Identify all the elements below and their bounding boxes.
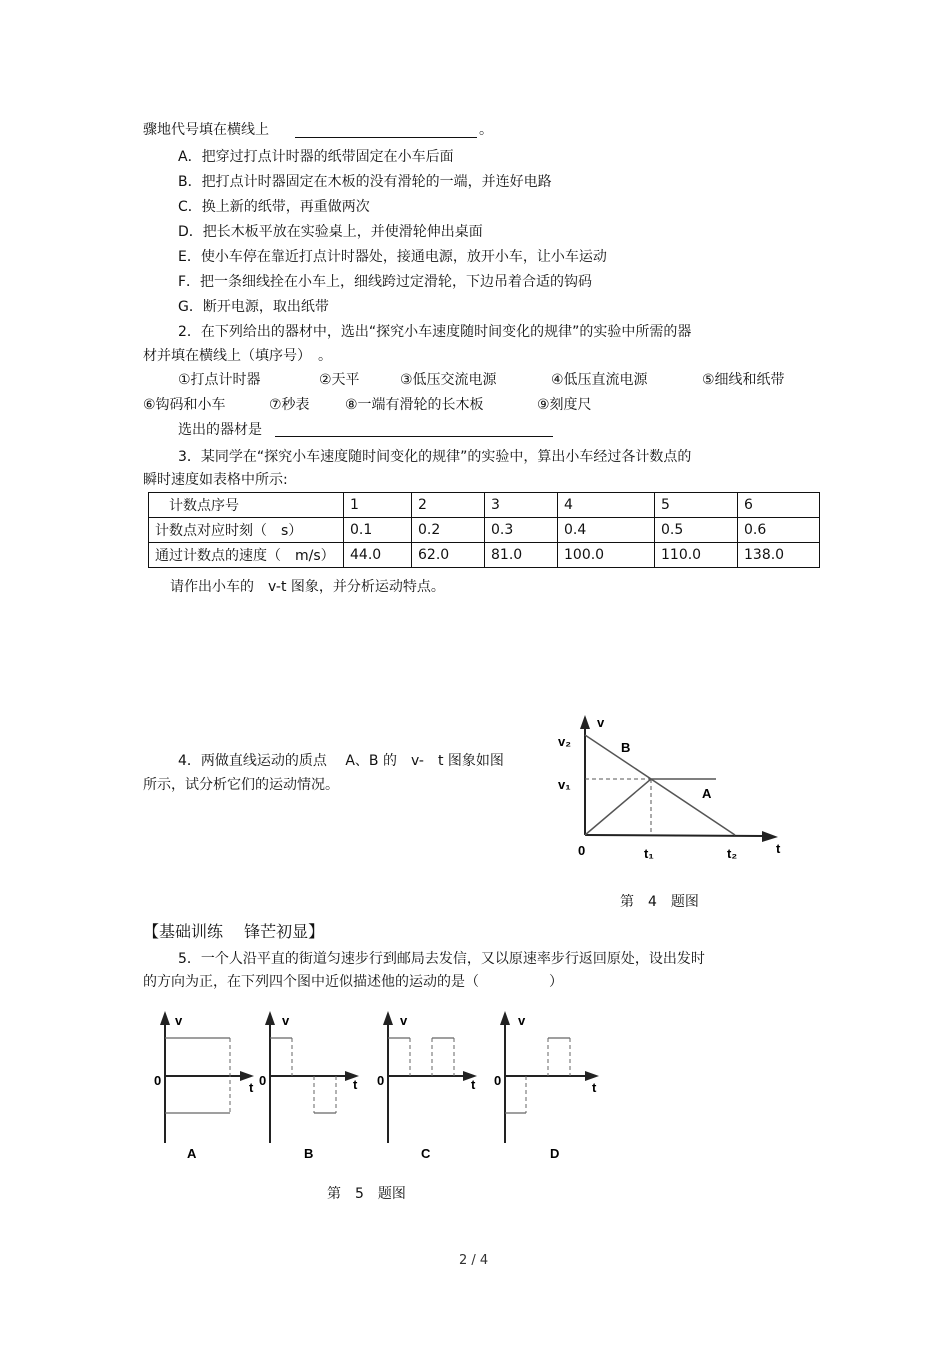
q3-instruction: 请作出小车的 v-t 图象，并分析运动特点。 [170, 579, 445, 595]
origin-label: 0 [578, 843, 586, 858]
origin-label: 0 [494, 1073, 502, 1088]
table-cell: 0.5 [655, 518, 738, 543]
q1-option: E．使小车停在靠近打点计时器处，接通电源，放开小车，让小车运动 [178, 249, 607, 265]
q1-option: G．断开电源，取出纸带 [178, 299, 329, 315]
page-number: 2 / 4 [459, 1253, 489, 1268]
velocity-table [148, 492, 820, 568]
table-cell: 62.0 [412, 543, 485, 568]
q2-answer-blank [275, 436, 553, 437]
q1-tail: 。 [479, 122, 493, 138]
table-cell: 110.0 [655, 543, 738, 568]
table-row [149, 518, 820, 543]
table-cell: 0.4 [558, 518, 655, 543]
q1-option: A．把穿过打点计时器的纸带固定在小车后面 [178, 149, 454, 165]
table-cell: 0.3 [485, 518, 558, 543]
t-axis-label: t [471, 1077, 476, 1092]
q2-item: ③低压交流电源 [400, 372, 497, 388]
q4-line1: 4．两做直线运动的质点 A、B 的 v- t 图象如图 [178, 753, 504, 769]
table-cell: 81.0 [485, 543, 558, 568]
q1-option: C．换上新的纸带，再重做两次 [178, 199, 370, 215]
q2-item: ④低压直流电源 [551, 372, 648, 388]
t-axis-label: t [353, 1077, 358, 1092]
t-axis-label: t [776, 841, 781, 856]
table-cell: 44.0 [344, 543, 412, 568]
table-cell: 0.1 [344, 518, 412, 543]
q2-item: ①打点计时器 [178, 372, 261, 388]
table-cell: 5 [655, 493, 738, 518]
q5-graph-a [148, 1005, 258, 1165]
q2-item: ⑧一端有滑轮的长木板 [345, 397, 484, 413]
v-axis-label: v [400, 1013, 408, 1028]
graph-label: C [421, 1146, 431, 1161]
section-title: 【基础训练 锋芒初显】 [143, 922, 325, 941]
t-axis [585, 835, 770, 836]
table-cell: 1 [344, 493, 412, 518]
table-cell: 3 [485, 493, 558, 518]
curve-label-a: A [702, 786, 712, 801]
q2-item: ⑦秒表 [269, 397, 310, 413]
q2-item: ⑨刻度尺 [537, 397, 592, 413]
q1-lead: 骤地代号填在横线上 [143, 122, 269, 138]
t1-label: t₁ [644, 846, 654, 861]
table-cell: 4 [558, 493, 655, 518]
v-axis-arrow [500, 1011, 510, 1025]
table-cell: 2 [412, 493, 485, 518]
q1-answer-blank [295, 137, 477, 138]
q4-vt-graph [540, 705, 800, 870]
line-b [585, 735, 735, 835]
line-a-rise [585, 779, 651, 835]
q5-graph-d [488, 1005, 608, 1165]
table-cell: 100.0 [558, 543, 655, 568]
q2-item: ⑤细线和纸带 [702, 372, 785, 388]
table-cell: 计数点对应时刻（ s） [149, 518, 344, 543]
q5-graph-c [371, 1005, 481, 1165]
v-axis-arrow [265, 1011, 275, 1025]
q1-option: F．把一条细线拴在小车上，细线跨过定滑轮，下边吊着合适的钩码 [178, 274, 593, 290]
q3-line1: 3．某同学在“探究小车速度随时间变化的规律”的实验中，算出小车经过各计数点的 [178, 449, 692, 465]
table-cell: 计数点序号 [149, 493, 344, 518]
q2-line1: 2．在下列给出的器材中，选出“探究小车速度随时间变化的规律”的实验中所需的器 [178, 324, 692, 340]
table-cell: 0.6 [738, 518, 820, 543]
table-row [149, 493, 820, 518]
graph-label: B [304, 1146, 314, 1161]
q5-line2: 的方向为正，在下列四个图中近似描述他的运动的是（ ） [143, 974, 563, 990]
q5-line1: 5．一个人沿平直的街道匀速步行到邮局去发信，又以原速率步行返回原处，设出发时 [178, 951, 705, 967]
v-axis-label: v [282, 1013, 290, 1028]
v-axis-label: v [175, 1013, 183, 1028]
v-axis-arrow [383, 1011, 393, 1025]
q2-item: ⑥钩码和小车 [143, 397, 226, 413]
q4-caption: 第 4 题图 [620, 894, 699, 910]
table-cell: 0.2 [412, 518, 485, 543]
origin-label: 0 [259, 1073, 267, 1088]
table-cell: 6 [738, 493, 820, 518]
origin-label: 0 [154, 1073, 162, 1088]
q2-answer-label: 选出的器材是 [178, 422, 262, 438]
v-axis-label: v [597, 715, 605, 730]
q3-line2: 瞬时速度如表格中所示: [143, 472, 288, 488]
v-axis-arrow [160, 1011, 170, 1025]
t2-label: t₂ [727, 846, 738, 861]
q2-line2: 材并填在横线上（填序号） 。 [143, 348, 332, 364]
graph-label: A [187, 1146, 197, 1161]
table-cell: 138.0 [738, 543, 820, 568]
origin-label: 0 [377, 1073, 385, 1088]
v2-label: v₂ [558, 734, 572, 749]
q5-caption: 第 5 题图 [327, 1186, 406, 1202]
graph-label: D [550, 1146, 560, 1161]
table-cell: 通过计数点的速度（ m/s） [149, 543, 344, 568]
v-axis-arrow [580, 715, 590, 729]
v-axis-label: v [518, 1013, 526, 1028]
t-axis-label: t [592, 1080, 597, 1095]
t-axis-label: t [249, 1080, 254, 1095]
q4-line2: 所示，试分析它们的运动情况。 [143, 777, 339, 793]
v1-label: v₁ [558, 777, 571, 792]
q2-item: ②天平 [319, 372, 360, 388]
q1-option: B．把打点计时器固定在木板的没有滑轮的一端，并连好电路 [178, 174, 552, 190]
q5-graph-b [253, 1005, 363, 1165]
q1-option: D．把长木板平放在实验桌上，并使滑轮伸出桌面 [178, 224, 483, 240]
curve-label-b: B [621, 740, 631, 755]
table-row [149, 543, 820, 568]
